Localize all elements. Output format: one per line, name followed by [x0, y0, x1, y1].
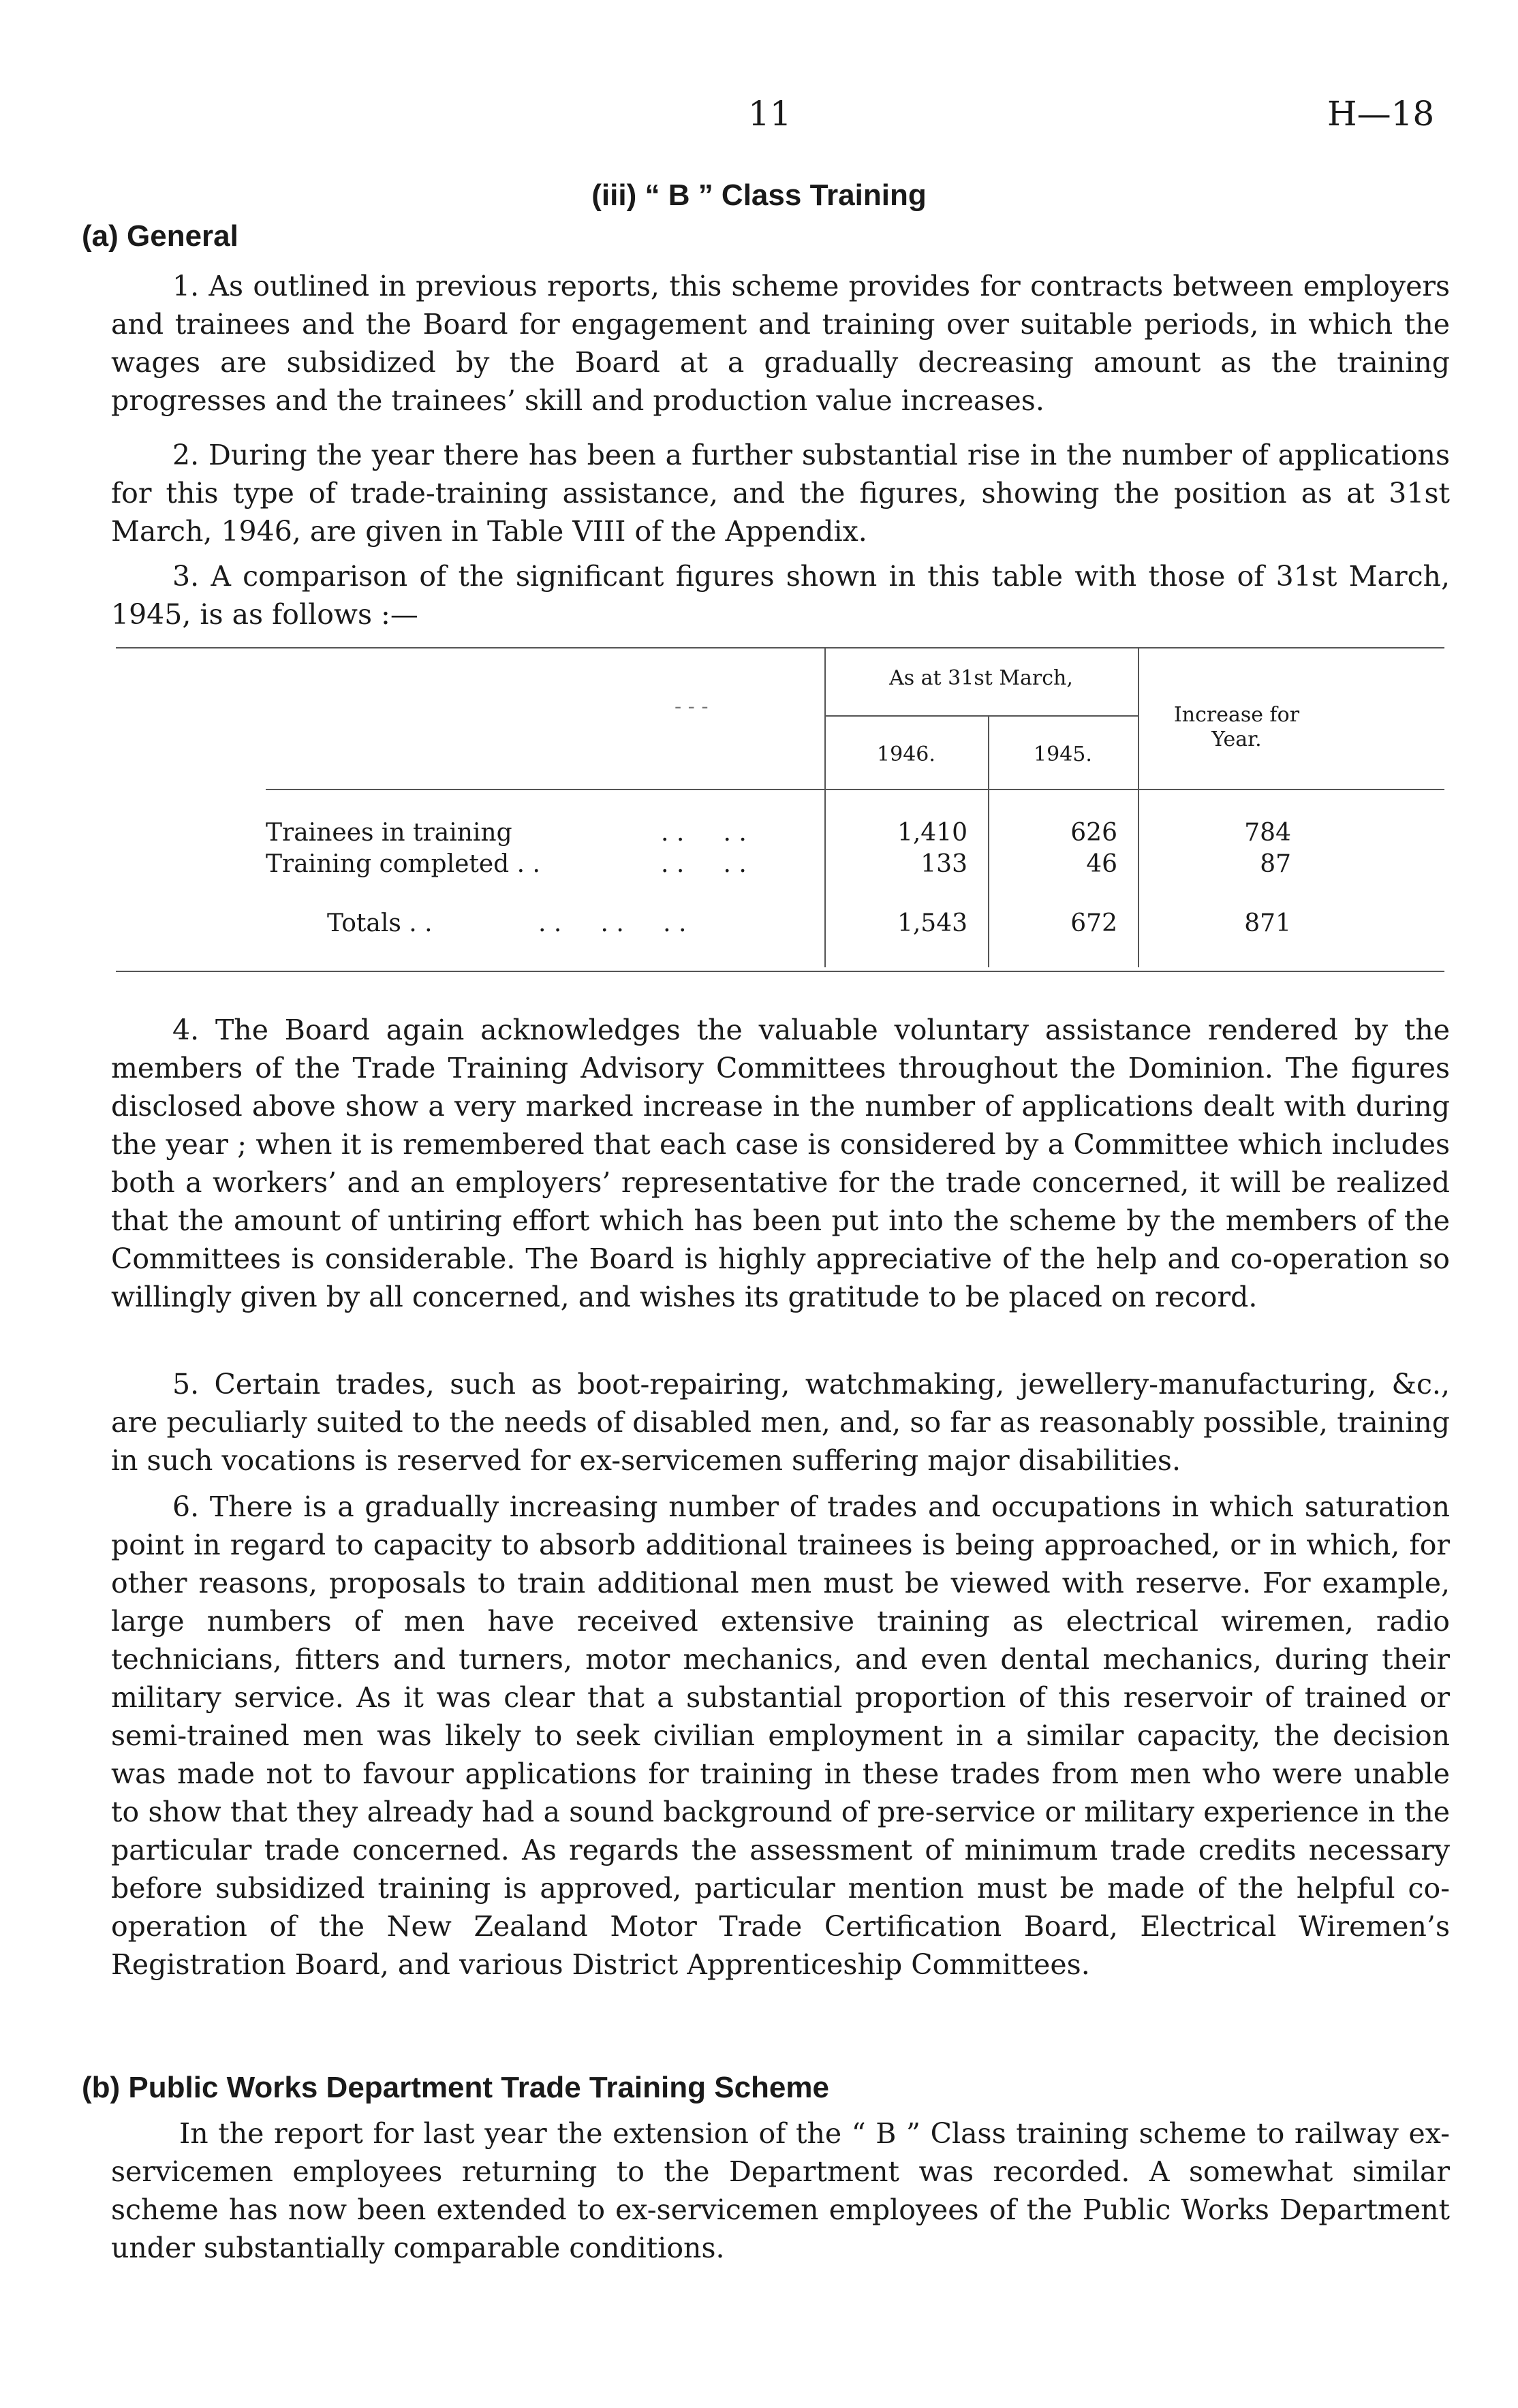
cell-1945-trainees: 626	[1070, 819, 1117, 847]
cell-increase-completed: 87	[1260, 850, 1291, 878]
paragraph-1: 1. As outlined in previous reports, this scheme provides for contracts between employers and trainees and the Board for engagement and training over suitable periods, in which the wages are subsidized by the Board at a gradually decreasing amount as the training progresses and the trainees’ skill and production value increases.	[111, 270, 1450, 417]
row-leader-dots: . . . .	[661, 850, 747, 878]
column-header-increase: Increase for Year.	[1173, 703, 1300, 751]
group-header-rule	[824, 715, 1138, 717]
table-bottom-rule	[116, 971, 1444, 972]
page-number: 11	[748, 94, 792, 134]
row-label-trainees: Trainees in training	[266, 819, 512, 847]
row-label-completed: Training completed . .	[266, 850, 540, 878]
section-title: (iii) “ B ” Class Training	[591, 178, 927, 212]
subsection-b-heading: (b) Public Works Department Trade Training Scheme	[82, 2071, 829, 2104]
comparison-table	[116, 647, 1444, 981]
cell-1946-completed: 133	[920, 850, 967, 878]
row-label-totals: Totals . .	[327, 909, 433, 937]
paragraph-3: 3. A comparison of the significant figures shown in this table with those of 31st March, 1945, is as follows :—	[111, 560, 1450, 631]
cell-increase-trainees: 784	[1244, 819, 1291, 847]
row-leader-dots: . . . . . .	[538, 909, 687, 937]
cell-increase-totals: 871	[1244, 909, 1291, 937]
cell-1946-totals: 1,543	[897, 909, 967, 937]
group-header: As at 31st March,	[889, 666, 1073, 690]
cell-1945-completed: 46	[1086, 850, 1117, 878]
column-header-1945: 1945.	[1034, 742, 1092, 766]
subsection-a-heading: (a) General	[82, 219, 238, 253]
table-top-rule	[116, 647, 1444, 648]
column-header-1946: 1946.	[877, 742, 935, 766]
paragraph-5: 5. Certain trades, such as boot-repairing, watchmaking, jewellery-manufacturing, &c., are peculiarly suited to the needs of disabled men, and, so far as reasonably possible, training in such vocations is reserved for ex-servicemen suffering major disabilities.	[111, 1368, 1450, 1477]
paragraph-b: In the report for last year the extension of the “ B ” Class training scheme to railway ex-servicemen employees returning to the Department was recorded. A somewhat similar scheme has now been extended to ex-servicemen employees of the Public Works Department under substantially comparable conditions.	[111, 2117, 1450, 2264]
cell-1946-trainees: 1,410	[897, 819, 967, 847]
header-bottom-rule	[266, 789, 1444, 790]
paragraph-2: 2. During the year there has been a further substantial rise in the number of applications for this type of trade-training assistance, and the figures, showing the position as at 31st March, 1946, are given in Table VIII of the Appendix.	[111, 439, 1450, 548]
paragraph-6: 6. There is a gradually increasing number of trades and occupations in which saturation point in regard to capacity to absorb additional trainees is being approached, or in which, for other reasons, proposals to train additional men must be viewed with reserve. For example, large numbers of men have received extensive training as electrical wiremen, radio technicians, fitters and turners, motor mechanics, and even dental mechanics, during their military service. As it was clear that a substantial proportion of this reservoir of trained or semi-trained men was likely to seek civilian employment in a similar capacity, the decision was made not to favour applications for training in these trades from men who were unable to show that they already had a sound background of pre-service or military experience in the particular trade concerned. As regards the assessment of minimum trade credits necessary before subsidized training is approved, particular mention must be made of the helpful co-operation of the New Zealand Motor Trade Certification Board, Electrical Wiremen’s Registration Board, and various District Apprenticeship Committees.	[111, 1490, 1450, 1981]
paragraph-4: 4. The Board again acknowledges the valuable voluntary assistance rendered by the members of the Trade Training Advisory Committees throughout the Dominion. The figures disclosed above show a very marked increase in the number of applications dealt with during the year ; when it is remembered that each case is considered by a Committee which includes both a workers’ and an employers’ representative for the trade concerned, it will be realized that the amount of untiring effort which has been put into the scheme by the members of the Committees is considerable. The Board is highly appreciative of the help and co-operation so willingly given by all concerned, and wishes its gratitude to be placed on record.	[111, 1014, 1450, 1313]
stub-dash: - - -	[675, 695, 709, 719]
row-leader-dots: . . . .	[661, 819, 747, 847]
document-reference: H—18	[1327, 94, 1435, 134]
cell-1945-totals: 672	[1070, 909, 1117, 937]
